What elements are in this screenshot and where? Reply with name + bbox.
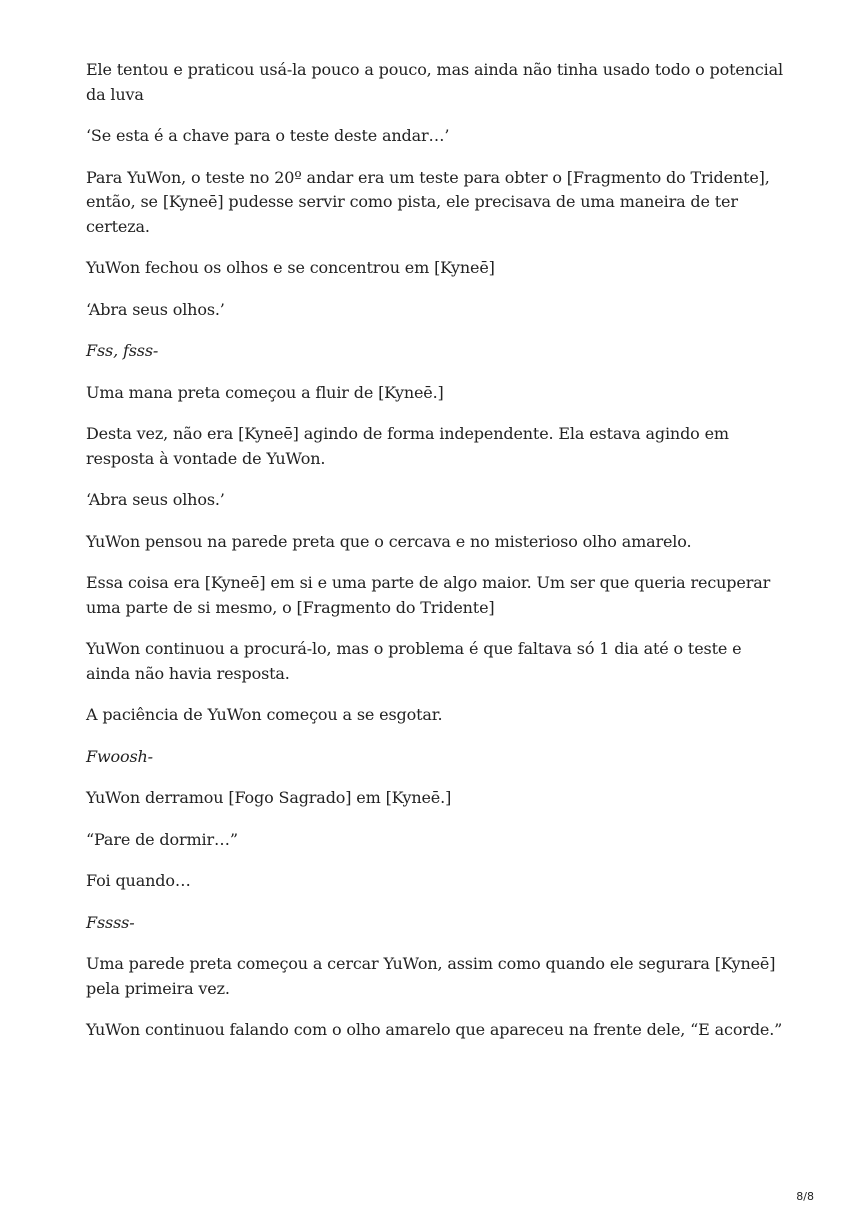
paragraph: YuWon derramou [Fogo Sagrado] em [Kyneē.] xyxy=(86,788,452,807)
paragraph: YuWon continuou falando com o olho amarelo que apareceu na frente dele, “E acorde.” xyxy=(86,1020,783,1039)
paragraph: YuWon continuou a procurá-lo, mas o problema é que faltava só 1 dia até o teste e ainda não havia resposta. xyxy=(86,639,742,683)
paragraph: Desta vez, não era [Kyneē] agindo de forma independente. Ela estava agindo em resposta à vontade de YuWon. xyxy=(86,424,729,468)
sound-effect-paragraph: Fss, fsss- xyxy=(86,341,159,360)
sound-effect-paragraph: Fwoosh- xyxy=(86,746,153,766)
paragraph: YuWon fechou os olhos e se concentrou em [Kyneē] xyxy=(86,258,495,277)
paragraph: Foi quando… xyxy=(86,871,191,890)
sound-effect-paragraph: Fssss- xyxy=(86,912,135,932)
paragraph: Para YuWon, o teste no 20º andar era um teste para obter o [Fragmento do Tridente], então, se [Kyneē] pudesse servir como pista, ele precisava de uma maneira de ter certeza. xyxy=(86,167,770,236)
page-content xyxy=(86,58,786,1060)
paragraph: YuWon pensou na parede preta que o cercava e no misterioso olho amarelo. xyxy=(86,531,692,551)
paragraph: ‘Se esta é a chave para o teste deste andar…’ xyxy=(86,126,450,145)
paragraph: ‘Abra seus olhos.’ xyxy=(86,490,225,509)
paragraph: Ele tentou e praticou usá-la pouco a pouco, mas ainda não tinha usado todo o potencial da luva xyxy=(86,60,784,104)
page-number: 8/8 xyxy=(796,1190,814,1203)
paragraph: Essa coisa era [Kyneē] em si e uma parte de algo maior. Um ser que queria recuperar uma parte de si mesmo, o [Fragmento do Tridente] xyxy=(86,573,771,617)
paragraph: “Pare de dormir…” xyxy=(86,829,238,849)
paragraph: ‘Abra seus olhos.’ xyxy=(86,299,225,319)
paragraph: A paciência de YuWon começou a se esgotar. xyxy=(86,705,443,724)
paragraph: Uma parede preta começou a cercar YuWon, assim como quando ele segurara [Kyneē] pela primeira vez. xyxy=(86,954,776,998)
paragraph: Uma mana preta começou a fluir de [Kyneē.] xyxy=(86,382,444,402)
